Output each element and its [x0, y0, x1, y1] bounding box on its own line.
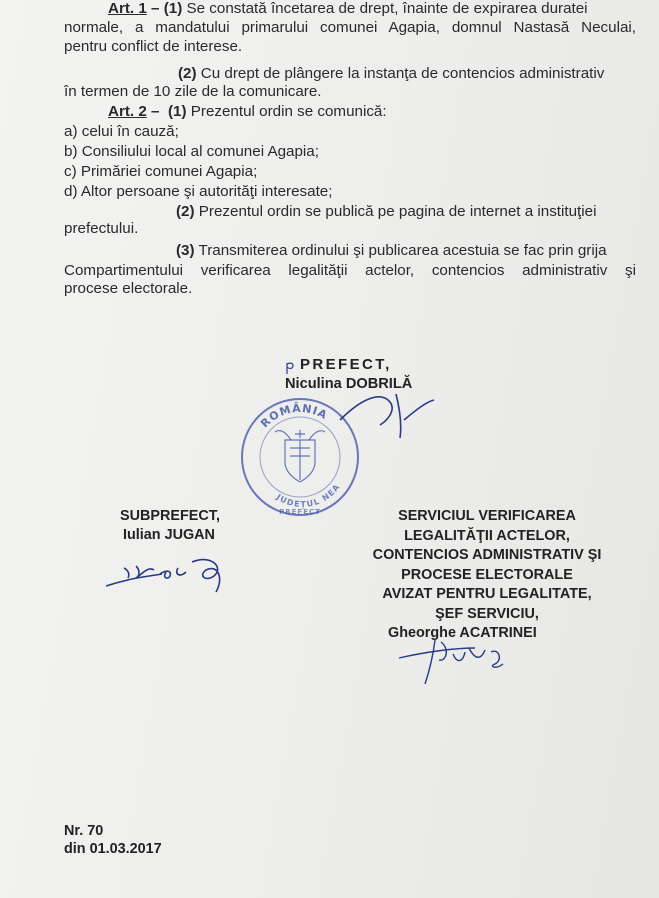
art1-p1-text: Se constată încetarea de drept, înainte de expirarea duratei — [186, 0, 588, 17]
prefect-signature-icon — [330, 380, 440, 440]
art2-label: Art. 2 — [108, 103, 147, 120]
service-line-3: CONTENCIOS ADMINISTRATIV ŞI — [372, 547, 602, 563]
art2-item-c: c) Primăriei comunei Agapia; — [64, 163, 258, 180]
art1-p2-line1 — [178, 65, 604, 83]
art2-p1-text: Prezentul ordin se comunică: — [190, 103, 387, 120]
service-line-4: PROCESE ELECTORALE — [401, 566, 573, 583]
order-number: Nr. 70 — [64, 823, 104, 839]
art1-line3: pentru conflict de interese. — [64, 38, 243, 55]
art1-line2: normale, a mandatului primarului comunei Agapia, domnul Nastasă Neculai, — [64, 19, 636, 36]
art2-p3-num: (3) — [176, 242, 195, 259]
art2-p2-line1 — [176, 203, 596, 221]
service-line-1: SERVICIUL VERIFICAREA — [398, 508, 576, 524]
stamp-left-text: JUDEȚUL NEAMȚ — [230, 385, 342, 509]
service-head-name: Gheorghe ACATRINEI — [388, 625, 537, 641]
subprefect-title: SUBPREFECT, — [120, 508, 220, 524]
art2-line1 — [108, 103, 387, 121]
initial-mark-icon — [284, 360, 298, 376]
art2-p3-line3: procese electorale. — [64, 280, 193, 297]
prefect-title: PREFECT, — [300, 356, 392, 373]
prefect-name: Niculina DOBRILĂ — [285, 376, 413, 392]
art2-p3-line1 — [176, 242, 607, 260]
art2-p3-line2: Compartimentului verificarea legalităţii actelor, contencios administrativ şi — [64, 262, 636, 279]
art1-p2-line2: în termen de 10 zile de la comunicare. — [64, 83, 322, 100]
service-line-6: ŞEF SERVICIU, — [435, 605, 539, 622]
stamp-bottom-text: PREFECT — [279, 508, 321, 516]
art2-item-d: d) Altor persoane şi autorităţi interesate; — [64, 183, 333, 200]
service-line-2: LEGALITĂŢII ACTELOR, — [404, 527, 570, 544]
art1-p2-text: Cu drept de plângere la instanţa de contencios administrativ — [200, 65, 605, 82]
order-date: din 01.03.2017 — [64, 841, 162, 857]
art1-dash: – — [146, 0, 164, 17]
service-signature-icon — [395, 630, 525, 690]
service-line-5: AVIZAT PENTRU LEGALITATE, — [382, 586, 592, 602]
service-block — [330, 507, 644, 624]
art2-p2-num: (2) — [176, 203, 195, 220]
art1-label: Art. 1 — [108, 0, 147, 17]
art2-item-b: b) Consiliului local al comunei Agapia; — [64, 143, 319, 160]
art2-p2-line2: prefectului. — [64, 220, 139, 237]
art1-p1-num: (1) — [163, 0, 183, 17]
art2-p1-num: (1) — [167, 103, 187, 120]
subprefect-name: Iulian JUGAN — [123, 527, 215, 543]
art1-p2-num: (2) — [178, 65, 197, 82]
art1-line1 — [108, 0, 588, 18]
art2-p2-text: Prezentul ordin se publică pe pagina de internet a instituţiei — [198, 203, 597, 220]
art2-item-a: a) celui în cauză; — [64, 123, 179, 140]
art2-dash: – — [146, 103, 164, 120]
subprefect-signature-icon — [100, 548, 250, 598]
art2-p3-text: Transmiterea ordinului şi publicarea acestuia se fac prin grija — [198, 242, 607, 259]
stamp-top-text: ROMÂNIA — [258, 401, 330, 431]
svg-text:ROMÂNIA — [258, 402, 330, 430]
